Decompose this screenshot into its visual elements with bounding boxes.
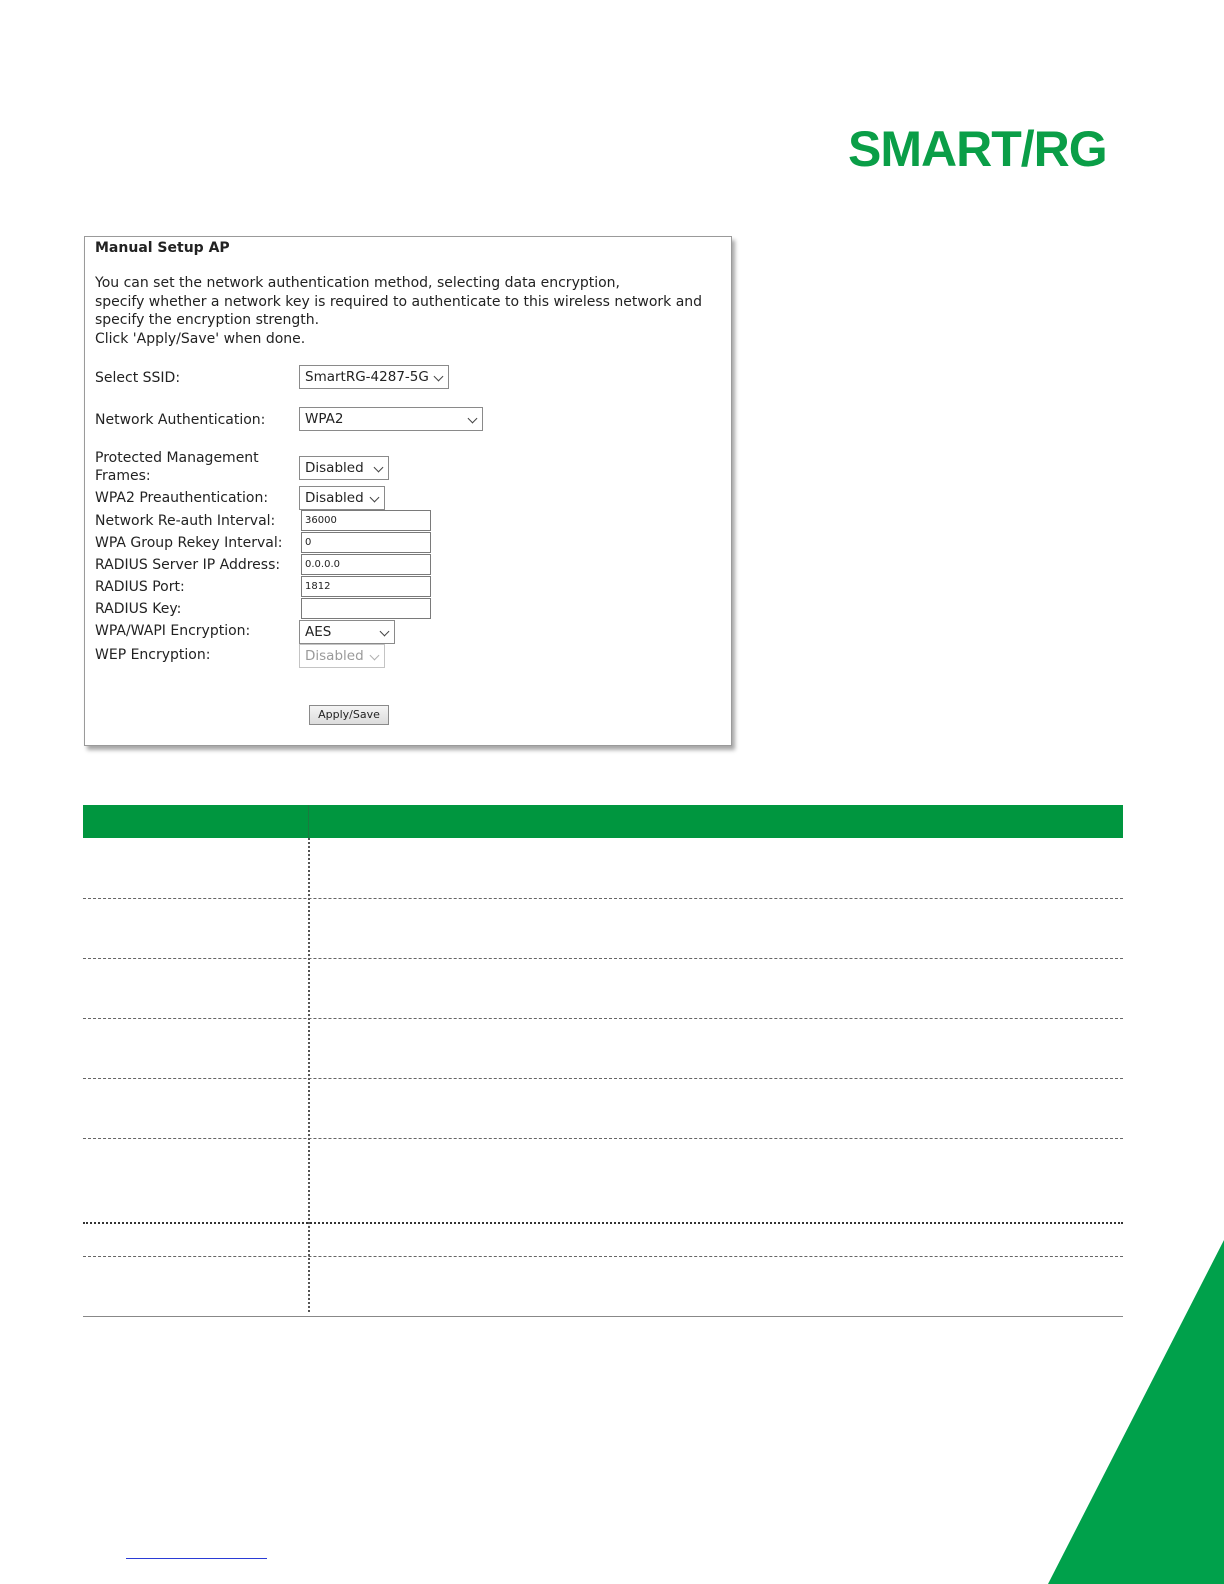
description-line: specify the encryption strength.: [95, 312, 320, 328]
network-auth-value: WPA2: [305, 411, 344, 427]
radius-ip-label: RADIUS Server IP Address:: [95, 557, 281, 573]
panel-description: [95, 274, 731, 348]
pmf-label: Protected Management Frames:: [95, 450, 259, 484]
apply-save-button[interactable]: Apply/Save: [309, 705, 389, 725]
wpa2-preauth-select[interactable]: [299, 486, 385, 510]
chevron-down-icon: [370, 651, 380, 661]
reauth-interval-label: Network Re-auth Interval:: [95, 513, 276, 529]
radius-key-input[interactable]: [301, 598, 431, 619]
ssid-select[interactable]: [299, 365, 449, 389]
green-corner-decoration: [1048, 1240, 1224, 1584]
footer-link-underline[interactable]: [126, 1558, 267, 1559]
chevron-down-icon: [434, 372, 444, 382]
reauth-interval-input[interactable]: 36000: [301, 510, 431, 531]
table-row-separator: [83, 1138, 1123, 1139]
smartrg-logo: SMART/RG: [848, 121, 1107, 177]
table-header-divider: [308, 805, 309, 838]
network-auth-select[interactable]: [299, 407, 483, 431]
panel-title: Manual Setup AP: [95, 240, 230, 256]
table-column-divider: [308, 838, 310, 1312]
table-bottom-border: [83, 1316, 1123, 1317]
table-row-separator: [83, 1078, 1123, 1079]
chevron-down-icon: [370, 493, 380, 503]
wpa-encryption-label: WPA/WAPI Encryption:: [95, 623, 251, 639]
table-header: [83, 805, 1123, 838]
select-ssid-label: Select SSID:: [95, 370, 181, 386]
radius-ip-input[interactable]: 0.0.0.0: [301, 554, 431, 575]
radius-key-label: RADIUS Key:: [95, 601, 182, 617]
wep-encryption-label: WEP Encryption:: [95, 647, 211, 663]
description-line: specify whether a network key is required to authenticate to this wireless network and: [95, 293, 703, 310]
group-rekey-label: WPA Group Rekey Interval:: [95, 535, 283, 551]
wpa-encryption-value: AES: [305, 624, 332, 640]
pmf-select[interactable]: [299, 456, 389, 480]
wpa2-preauth-value: Disabled: [305, 490, 364, 506]
chevron-down-icon: [374, 463, 384, 473]
description-line: Click 'Apply/Save' when done.: [95, 330, 306, 347]
radius-port-label: RADIUS Port:: [95, 579, 185, 595]
wpa2-preauth-label: WPA2 Preauthentication:: [95, 490, 269, 506]
network-auth-label: Network Authentication:: [95, 412, 266, 428]
table-row-separator: [83, 1222, 1123, 1224]
wpa-encryption-select[interactable]: [299, 620, 395, 644]
group-rekey-input[interactable]: 0: [301, 532, 431, 553]
wep-encryption-value: Disabled: [305, 648, 364, 664]
table-row-separator: [83, 1018, 1123, 1019]
radius-port-input[interactable]: 1812: [301, 576, 431, 597]
description-line: You can set the network authentication method, selecting data encryption,: [95, 275, 621, 291]
ssid-select-value: SmartRG-4287-5G: [305, 369, 429, 385]
pmf-value: Disabled: [305, 460, 364, 476]
chevron-down-icon: [468, 414, 478, 424]
table-row-separator: [83, 898, 1123, 899]
chevron-down-icon: [380, 627, 390, 637]
manual-setup-ap-panel: [84, 236, 732, 746]
table-row-separator: [83, 958, 1123, 959]
table-row-separator: [83, 1256, 1123, 1257]
wep-encryption-select: [299, 644, 385, 668]
